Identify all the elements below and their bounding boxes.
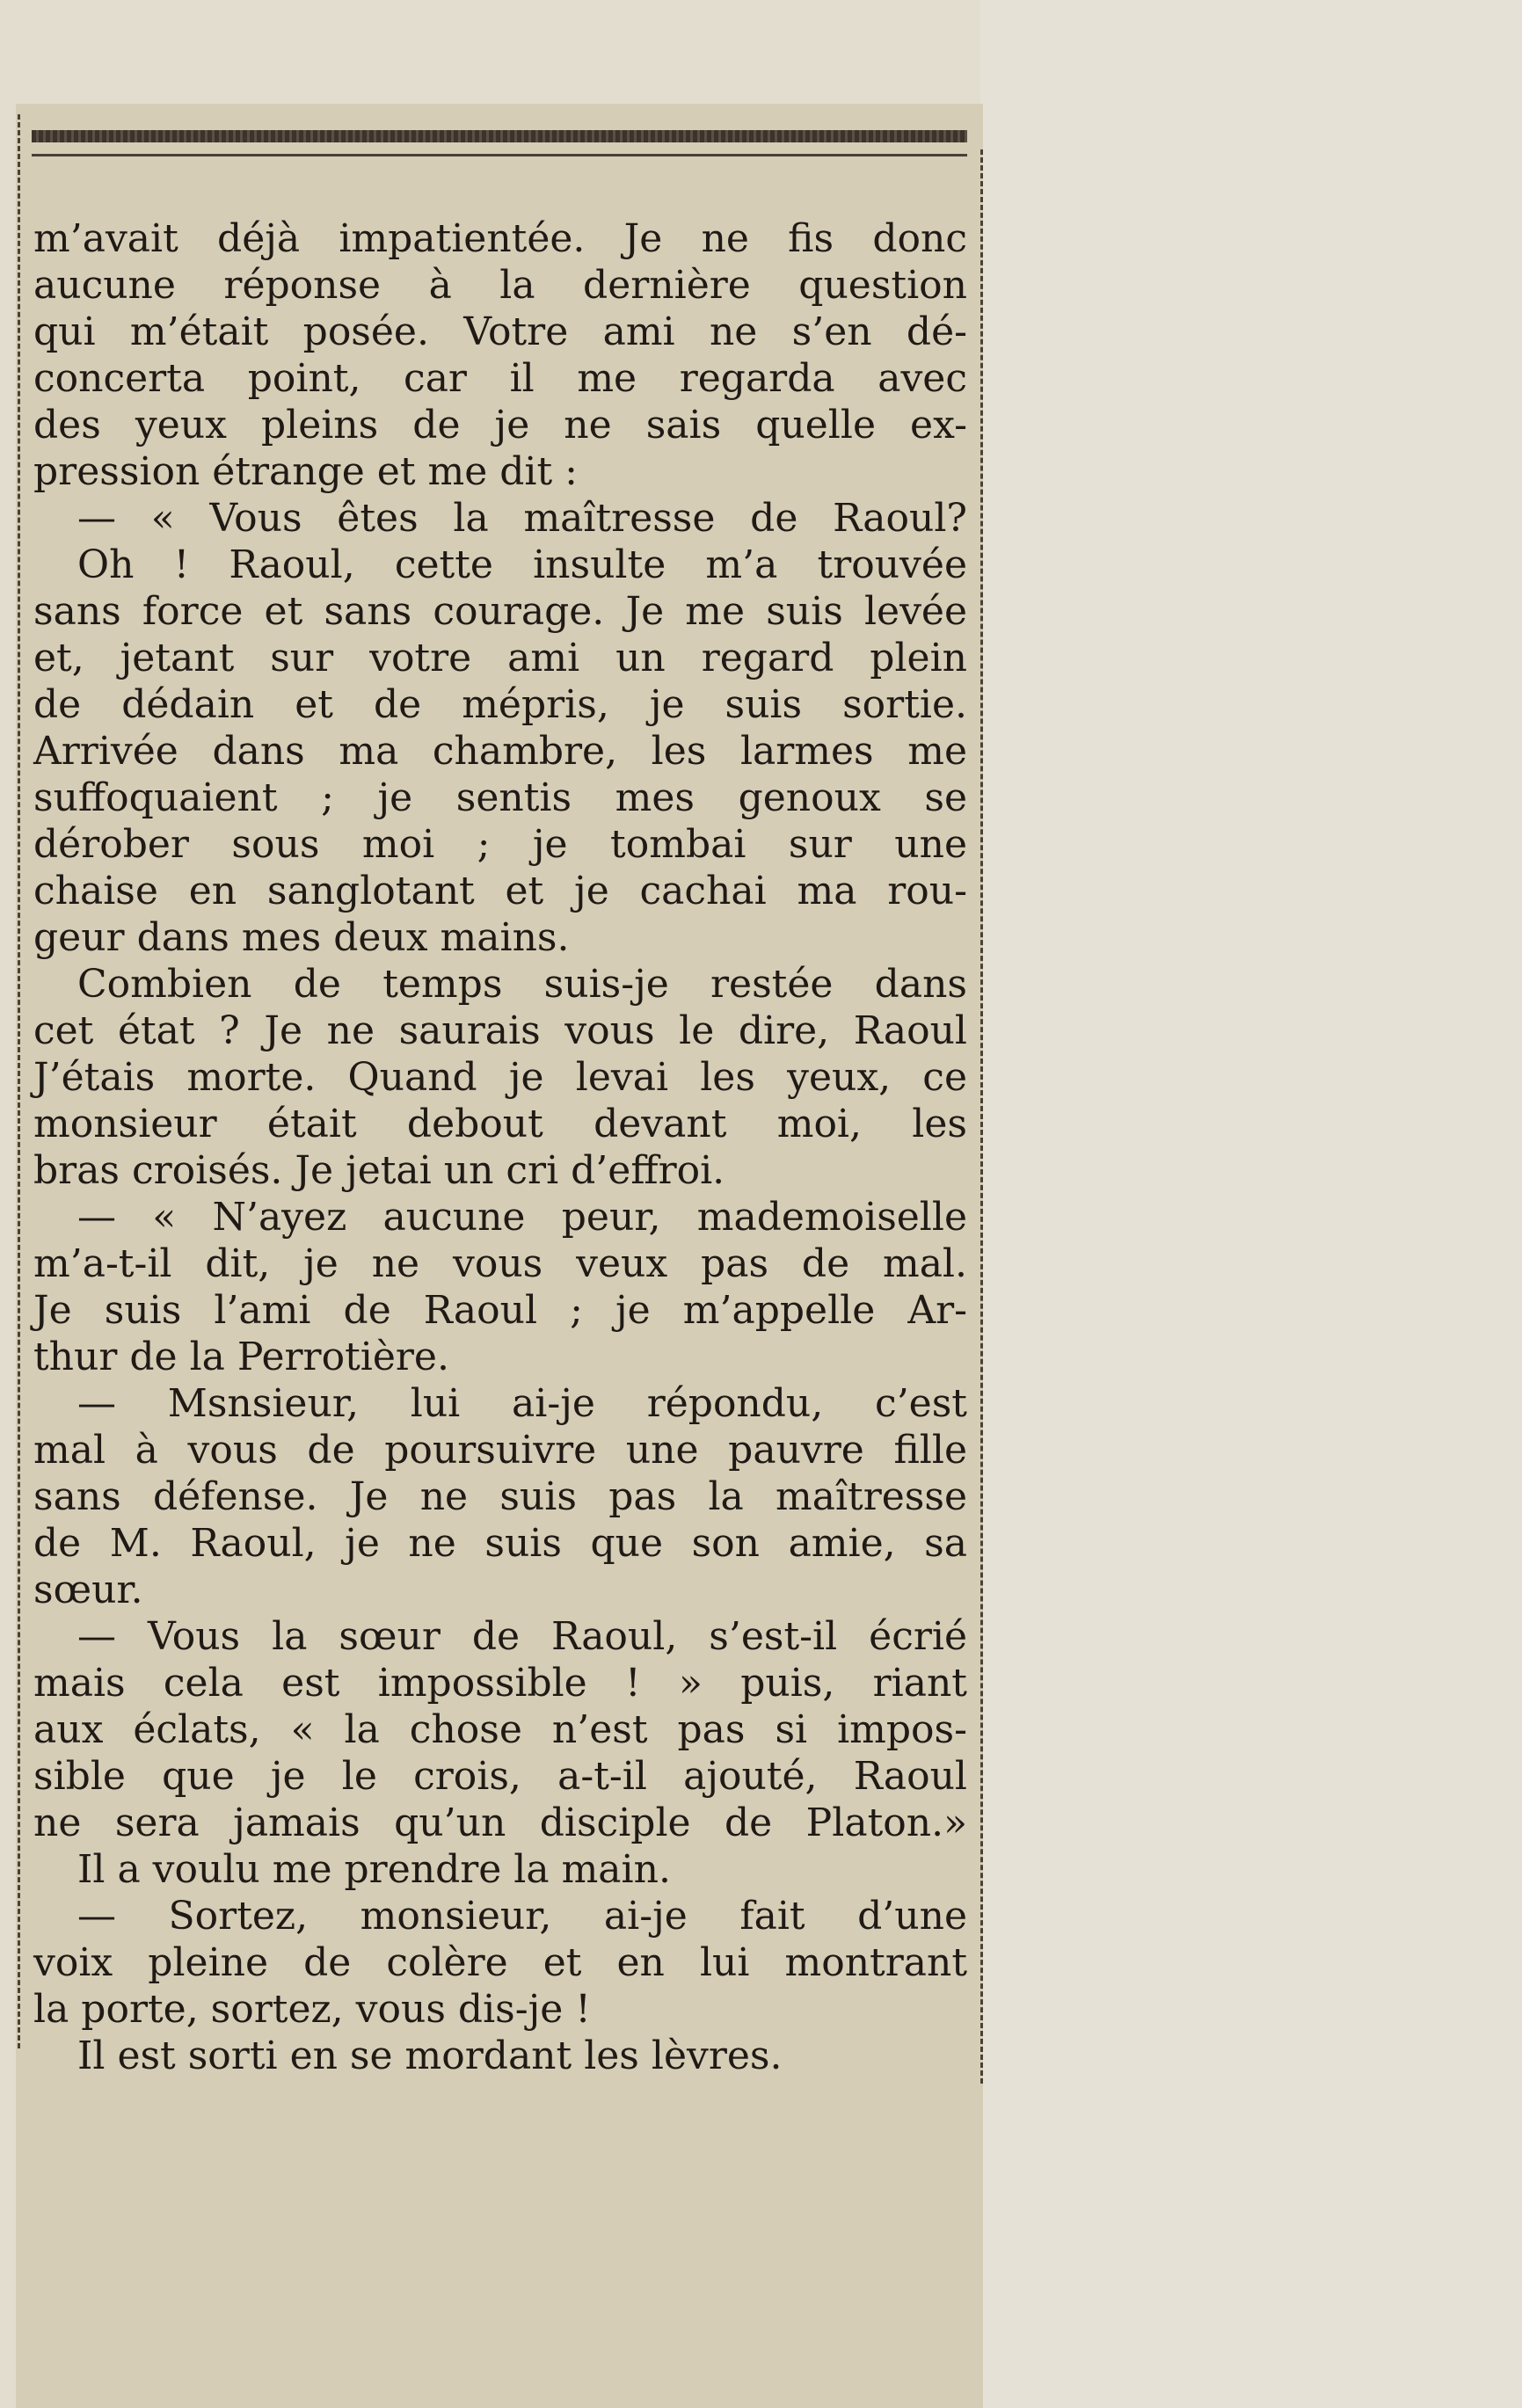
text-line: mais cela est impossible ! » puis, riant (33, 1661, 967, 1706)
text-line: thur de la Perrotière. (33, 1335, 449, 1379)
text-line: la porte, sortez, vous dis-je ! (33, 1987, 591, 2032)
text-line: de M. Raoul, je ne suis que son amie, sa (33, 1521, 967, 1566)
text-line: sœur. (33, 1568, 143, 1612)
text-line: et, jetant sur votre ami un regard plein (33, 636, 967, 680)
text-line: pression étrange et me dit : (33, 449, 578, 494)
text-line: des yeux pleins de je ne sais quelle ex- (33, 403, 967, 447)
text-line: Combien de temps suis-je restée dans (77, 962, 967, 1007)
text-line: Arrivée dans ma chambre, les larmes me (33, 729, 967, 774)
text-line: Je suis l’ami de Raoul ; je m’appelle Ar- (33, 1288, 967, 1333)
text-line: concerta point, car il me regarda avec (33, 356, 967, 401)
text-line: monsieur était debout devant moi, les (33, 1102, 967, 1146)
text-line: chaise en sanglotant et je cachai ma rou- (33, 869, 967, 913)
text-line: aucune réponse à la dernière question (33, 263, 967, 308)
text-line: aux éclats, « la chose n’est pas si impos- (33, 1707, 967, 1752)
text-line: sans défense. Je ne suis pas la maîtresse (33, 1474, 967, 1519)
text-line: Il a voulu me prendre la main. (77, 1847, 671, 1892)
text-line: — « N’ayez aucune peur, mademoiselle (77, 1195, 967, 1240)
text-line: suffoquaient ; je sentis mes genoux se (33, 775, 967, 820)
text-line: voix pleine de colère et en lui montrant (33, 1940, 967, 1985)
text-line: cet état ? Je ne saurais vous le dire, Raoul (33, 1008, 967, 1053)
text-line: Il est sorti en se mordant les lèvres. (77, 2033, 783, 2078)
text-line: de dédain et de mépris, je suis sortie. (33, 682, 967, 727)
text-line: sans force et sans courage. Je me suis levée (33, 589, 967, 634)
top-rule-thin (32, 154, 967, 156)
text-line: — Msnsieur, lui ai-je répondu, c’est (77, 1381, 967, 1426)
text-line: Oh ! Raoul, cette insulte m’a trouvée (77, 542, 967, 587)
background-paper (980, 0, 1522, 2408)
text-line: qui m’était posée. Votre ami ne s’en dé- (33, 309, 967, 354)
column-right-border (980, 149, 983, 2084)
text-line: geur dans mes deux mains. (33, 915, 570, 960)
text-line: — Vous la sœur de Raoul, s’est-il écrié (77, 1614, 967, 1659)
text-line: bras croisés. Je jetai un cri d’effroi. (33, 1148, 725, 1193)
text-line: J’étais morte. Quand je levai les yeux, ce (33, 1055, 967, 1100)
text-line: m’a-t-il dit, je ne vous veux pas de mal. (33, 1241, 967, 1286)
text-line: — Sortez, monsieur, ai-je fait d’une (77, 1894, 967, 1939)
article-column (33, 215, 967, 2079)
column-left-border (18, 114, 20, 2048)
text-line: — « Vous êtes la maîtresse de Raoul? (77, 496, 967, 541)
top-rule-ornamental (32, 130, 967, 142)
text-line: m’avait déjà impatientée. Je ne fis donc (33, 216, 967, 261)
text-line: mal à vous de poursuivre une pauvre fille (33, 1428, 967, 1473)
text-line: ne sera jamais qu’un disciple de Platon.» (33, 1801, 967, 1845)
text-line: dérober sous moi ; je tombai sur une (33, 822, 967, 867)
text-line: sible que je le crois, a-t-il ajouté, Raoul (33, 1754, 967, 1799)
